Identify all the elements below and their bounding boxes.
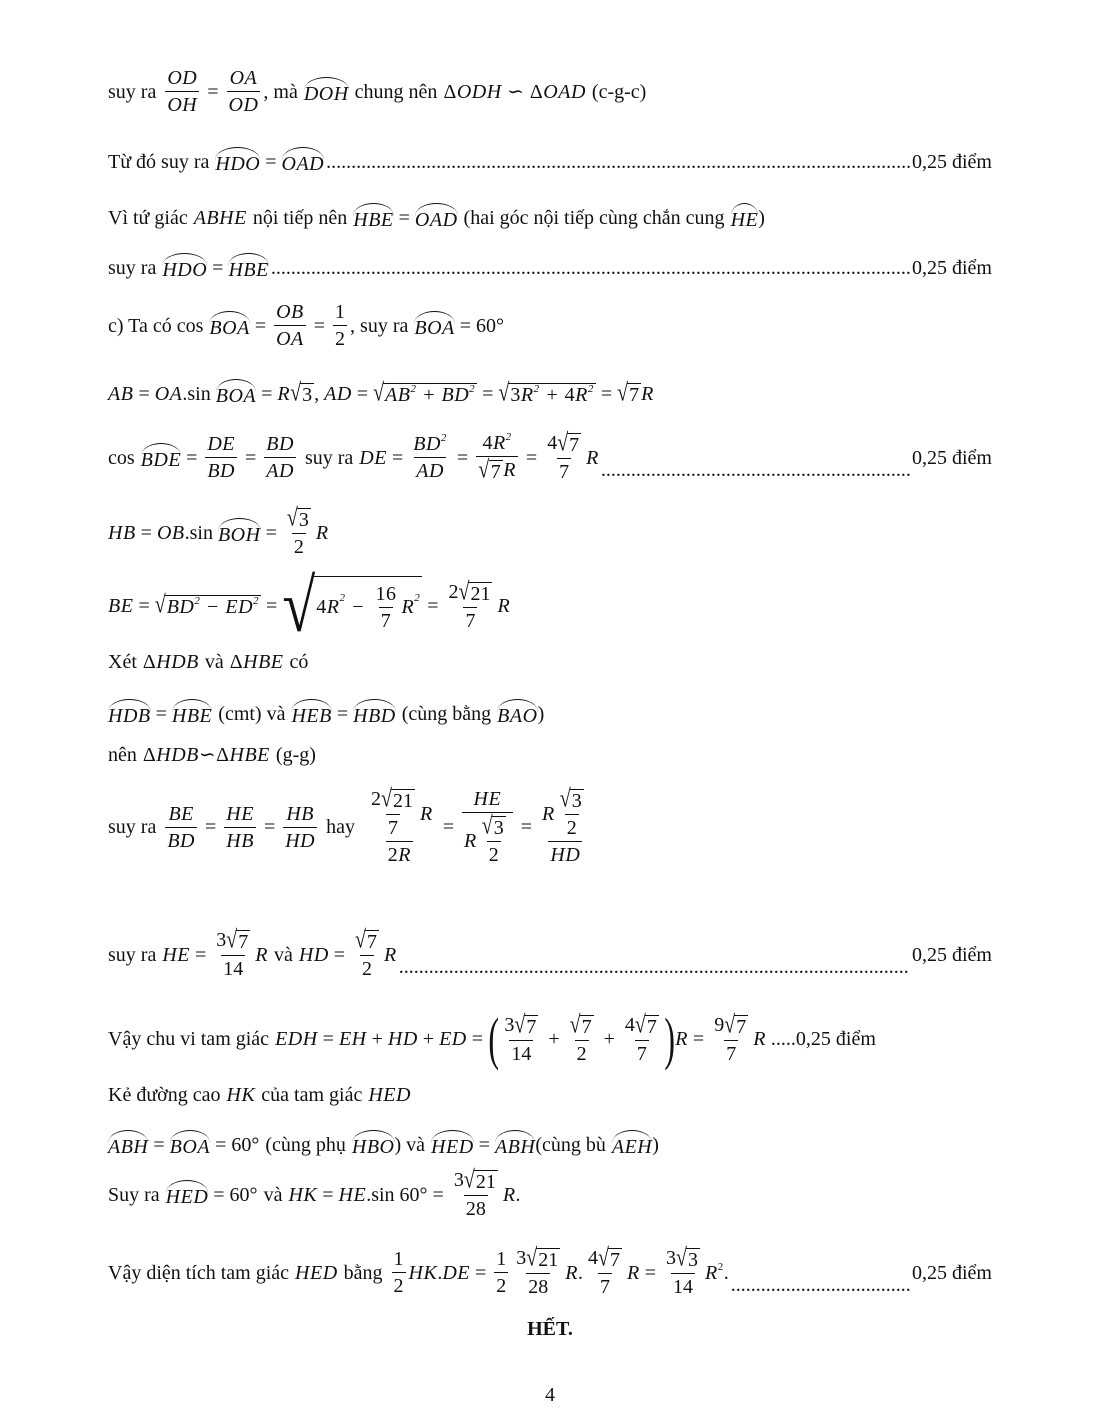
line-be: BE = √ $BD^2 - ED^2$ = √ 4 R 2 − $\frac{16}{7}$ R 2 = 2 √ 21 7 R [108,564,511,648]
text: c) Ta có cos [108,314,204,337]
text: ) [537,703,545,725]
text: Vậy diện tích tam giác [108,1261,290,1284]
text: , suy ra [350,314,409,337]
text: nên [108,744,137,766]
text: suy ra [108,816,157,838]
line-ratio: suy ra $\frac{BE}{BD}$ = $\frac{HE}{HB}$ = $\frac{HB}{HD}$ hay 2 √ 21 7 R 2R = HE R √ 3 2 = R √ 3 2 HD [108,785,582,866]
text: (cùng bù [535,1134,606,1156]
end-marker: HẾT. [527,1318,573,1340]
line-cyclic-abhe: Vì tứ giác ABHE nội tiếp nên HBE = OAD (hai góc nội tiếp cùng chắn cung HE ) [108,207,765,231]
text: có [289,651,309,673]
text: ) và [394,1134,426,1156]
text: suy ra [304,446,354,469]
text: , mà [263,80,298,103]
dot-leader [731,1275,910,1297]
line-angle-hdo-oad: Từ đó suy ra HDO = OAD ..... 0,25 điểm [108,150,992,174]
score: 0,25 điểm [795,1028,876,1050]
line-angle-hdo-hbe: suy ra HDO = HBE ..... 0,25 điểm [108,256,992,280]
text: (cùng bằng [401,703,492,725]
line-consider: Xét ΔHDB và ΔHBE có [108,651,309,673]
text: và [204,651,224,673]
line-angle-abh: ABH = BOA = 60° (cùng phụ HBO ) và HED = ABH (cùng bù AEH ) [108,1134,659,1158]
text: bằng [343,1261,383,1284]
line-hk: Suy ra HED = 60° và HK = HE .sin 60° = 3 √ 21 28 R . [108,1166,521,1220]
line-ab-ad: AB = OA .sin BOA = R √ 3 , AD = √ $AB^2 + BD^2$ = √ $3R^2 + 4R^2$ = √ 7 R [108,379,654,407]
line-perimeter: Vậy chu vi tam giác EDH = EH + HD + ED = ( 3 √ 7 14 + √ 7 2 + 4 √ 7 7 ) R = 9 √ 7 7 R ..... 0,25 điểm [108,1006,876,1071]
fraction: $\frac{OD}{OH}$ [167,67,198,116]
text: cos [108,446,135,469]
text: suy ra [108,80,157,103]
line-he-hd: suy ra HE = 3 √ 7 14 R và HD = √ 7 2 R ..... 0,25 điểm [108,930,992,979]
text: ) [652,1134,659,1156]
text: Vậy chu vi tam giác [108,1028,270,1050]
text: Kẻ đường cao [108,1084,221,1106]
line-area: Vậy diện tích tam giác HED bằng $\frac{1}{2}$ HK . DE = $\frac{1}{2}$ 3 √ 21 28 R . 4 √ 7 7 R = 3 √ 3 14 $R^2$ . ..... 0,25 điểm [108,1248,992,1297]
score: 0,25 điểm [912,151,992,173]
dot-leader [271,258,910,280]
text: Từ đó suy ra [108,151,210,173]
text: ) [758,207,765,229]
text: nội tiếp nên [252,207,348,229]
fraction: $\frac{OA}{OD}$ [228,67,259,116]
score: 0,25 điểm [912,943,992,966]
dot-leader [399,957,910,979]
line-cos-boa: c) Ta có cos BOA = $\frac{OB}{OA}$ = $\frac{1}{2}$ , suy ra BOA = 60° [108,301,505,350]
text: suy ra [108,257,157,279]
page-number: 4 [545,1384,555,1406]
text: Suy ra [108,1183,160,1206]
line-hb: HB = OB .sin BOH = √ 3 2 R [108,504,329,558]
text: và [273,943,293,966]
text: suy ra [108,943,157,966]
score: 0,25 điểm [912,1261,992,1284]
dot-leader [601,460,910,482]
text: và [263,1183,283,1206]
text: Vì tứ giác [108,207,188,229]
dot-leader [326,152,910,174]
text: (c-g-c) [591,80,647,103]
line-altitude: Kẻ đường cao HK của tam giác HED [108,1084,411,1106]
text: (g-g) [275,744,316,766]
line-similar-hdb-hbe: nên ΔHDB∽ΔHBE (g-g) [108,744,316,766]
line-similarity-odh-oad: suy ra $\frac{OD}{OH}$ = $\frac{OA}{OD}$ , mà DOH chung nên ΔODH ∽ ΔOAD (c-g-c) [108,67,647,116]
text: hay [326,816,356,838]
text: (cmt) và [218,703,286,725]
score: 0,25 điểm [912,257,992,279]
text: của tam giác [261,1084,363,1106]
text: Xét [108,651,137,673]
score: 0,25 điểm [912,446,992,469]
line-cos-bde: cos BDE = $\frac{DE}{BD}$ = $\frac{BD}{AD}$ suy ra DE = $\frac{BD^2}{AD}$ = $4R^2$ √ 7 R = 4 √ 7 7 R ..... 0,25 điểm [108,433,992,482]
text: chung nên [354,80,438,103]
text: (hai góc nội tiếp cùng chắn cung [463,207,725,229]
text: (cùng phụ [265,1134,346,1156]
line-equal-angles: HDB = HBE (cmt) và HEB = HBD (cùng bằng BAO ) [108,703,545,727]
